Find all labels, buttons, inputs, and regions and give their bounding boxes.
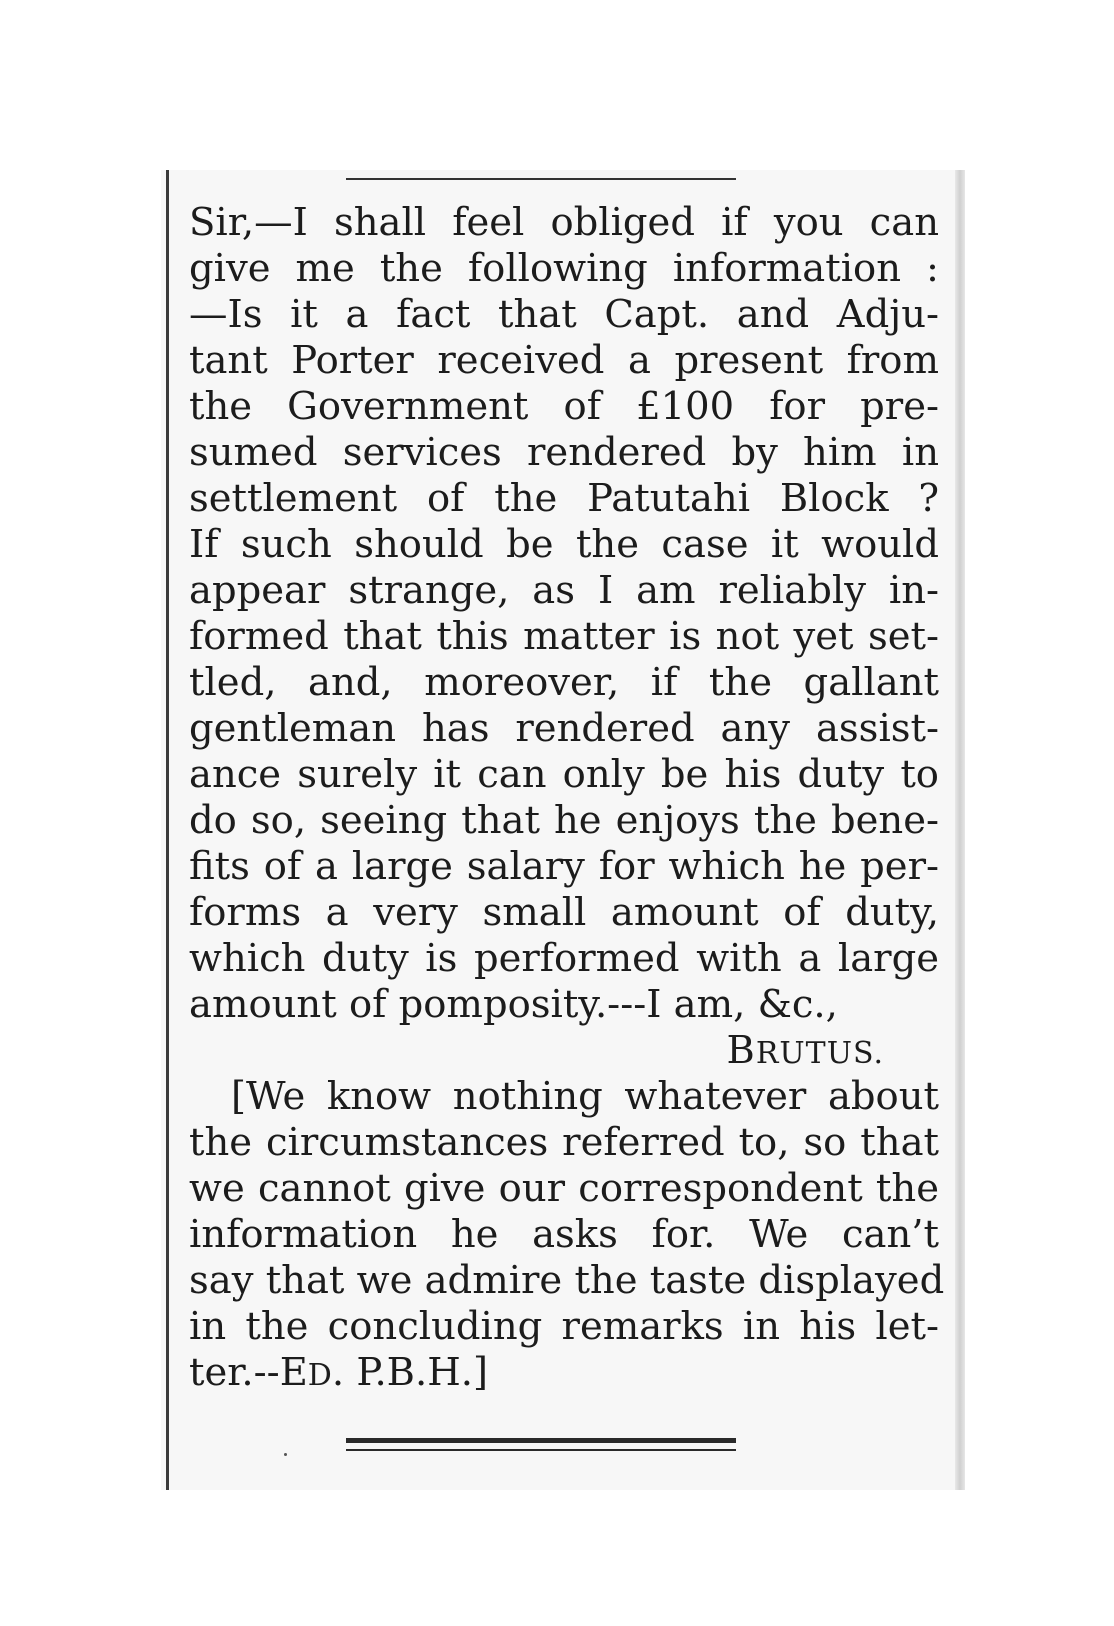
top-rule [346,178,736,180]
editor-note-line: the circumstances referred to, so that [189,1120,939,1165]
letter-line: appear strange, as I am reliably in- [189,568,939,613]
letter-line: give me the following information : [189,246,939,291]
editor-initial-rest: D [307,1358,332,1393]
bottom-rule-thick [346,1438,736,1443]
letter-line: tant Porter received a present from [189,338,939,383]
letter-line: forms a very small amount of duty, [189,890,939,935]
letter-line: tled, and, moreover, if the gallant [189,660,939,705]
column-rule-right [955,170,965,1490]
letter-closing: amount of pomposity.---I am, &c., [189,982,838,1027]
bottom-rule-thin [346,1449,736,1451]
letter-line: fits of a large salary for which he per- [189,844,939,889]
letter-line: Sir,—I shall feel obliged if you can [189,200,939,245]
letter-line: ance surely it can only be his duty to [189,752,939,797]
editor-note-line: say that we admire the taste displayed [189,1258,945,1303]
letter-line: settlement of the Patutahi Block ? [189,476,939,521]
letter-line: sumed services rendered by him in [189,430,939,475]
letter-line: which duty is performed with a large [189,936,939,981]
signature-initial: B [726,1028,756,1073]
ink-speck [284,1453,287,1456]
column-rule-left [166,170,169,1490]
newspaper-clipping [161,170,961,1490]
editor-note-line: in the concluding remarks in his let- [189,1304,939,1349]
signature-rest: RUTUS. [755,1036,884,1071]
article-text [189,200,945,1396]
letter-line: the Government of £100 for pre- [189,384,939,429]
editor-note-line: [We know nothing whatever about [231,1074,939,1119]
letter-line: gentleman has rendered any assist- [189,706,939,751]
bottom-rule [346,1438,736,1451]
editor-note-suffix: . P.B.H.] [331,1350,489,1395]
editor-note-prefix: ter.-- [189,1350,280,1395]
editor-note-line: we cannot give our correspondent the [189,1166,939,1211]
letter-line: —Is it a fact that Capt. and Adju- [189,292,939,337]
signature [189,1028,939,1074]
letter-line: do so, seeing that he enjoys the bene- [189,798,939,843]
editor-note-line: information he asks for. We can’t [189,1212,939,1257]
letter-line: formed that this matter is not yet set- [189,614,939,659]
editor-initial: E [279,1350,308,1395]
letter-line: If such should be the case it would [189,522,939,567]
editor-note-last-line [189,1350,939,1396]
